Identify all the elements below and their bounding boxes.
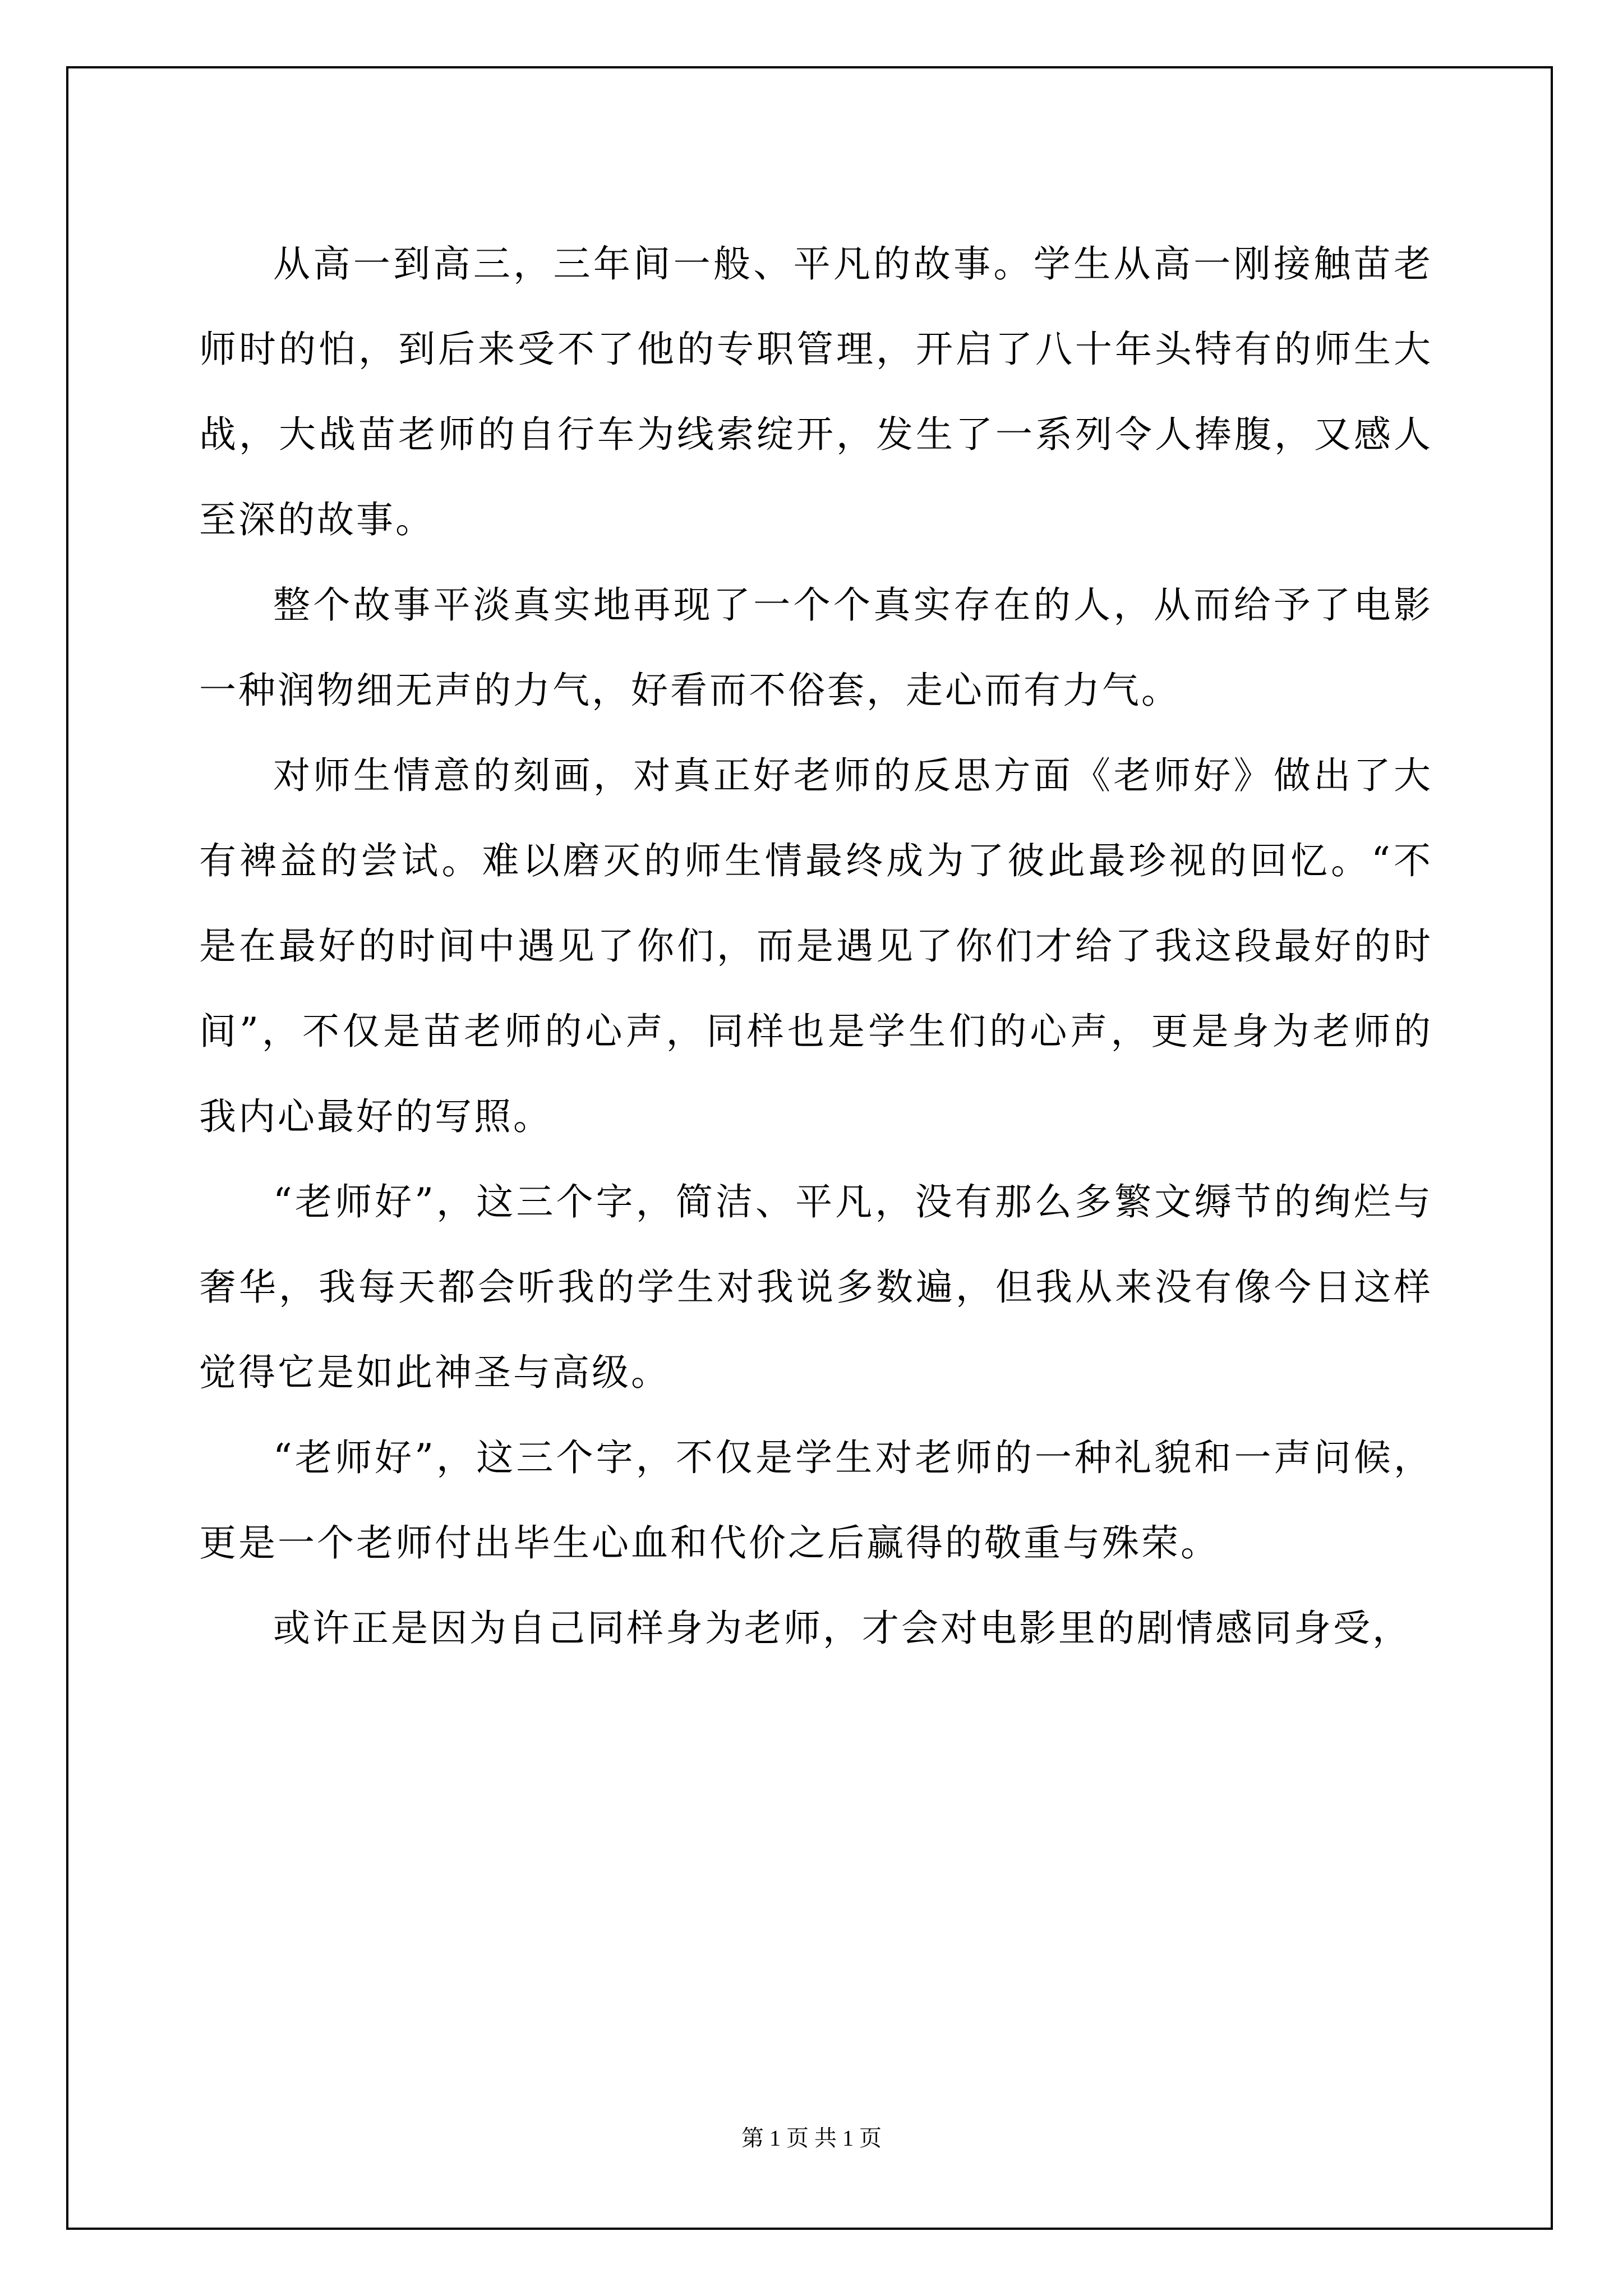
paragraph-3: 对师生情意的刻画，对真正好老师的反思方面《老师好》做出了大有裨益的尝试。难以磨灭的师生情最终成为了彼此最珍视的回忆。“不是在最好的时间中遇见了你们，而是遇见了你们才给了我这段最好的时间”，不仅是苗老师的心声，同样也是学生们的心声，更是身为老师的我内心最好的写照。	[199, 754, 1433, 1138]
paragraph-6: 或许正是因为自己同样身为老师，才会对电影里的剧情感同身受，	[273, 1607, 1412, 1650]
page-footer: 第 1 页 共 1 页	[741, 2125, 882, 2151]
paragraph-2: 整个故事平淡真实地再现了一个个真实存在的人，从而给予了电影一种润物细无声的力气，好看而不俗套，走心而有力气。	[199, 583, 1433, 712]
document-body	[199, 222, 1433, 1671]
paragraph-4: “老师好”，这三个字，简洁、平凡，没有那么多繁文缛节的绚烂与奢华，我每天都会听我的学生对我说多数遍，但我从来没有像今日这样觉得它是如此神圣与高级。	[199, 1180, 1433, 1394]
paragraph-5: “老师好”，这三个字，不仅是学生对老师的一种礼貌和一声问候，更是一个老师付出毕生心血和代价之后赢得的敬重与殊荣。	[199, 1436, 1433, 1565]
paragraph-1: 从高一到高三，三年间一般、平凡的故事。学生从高一刚接触苗老师时的怕，到后来受不了他的专职管理，开启了八十年头特有的师生大战，大战苗老师的自行车为线索绽开，发生了一系列令人捧腹，又感人至深的故事。	[199, 242, 1433, 541]
